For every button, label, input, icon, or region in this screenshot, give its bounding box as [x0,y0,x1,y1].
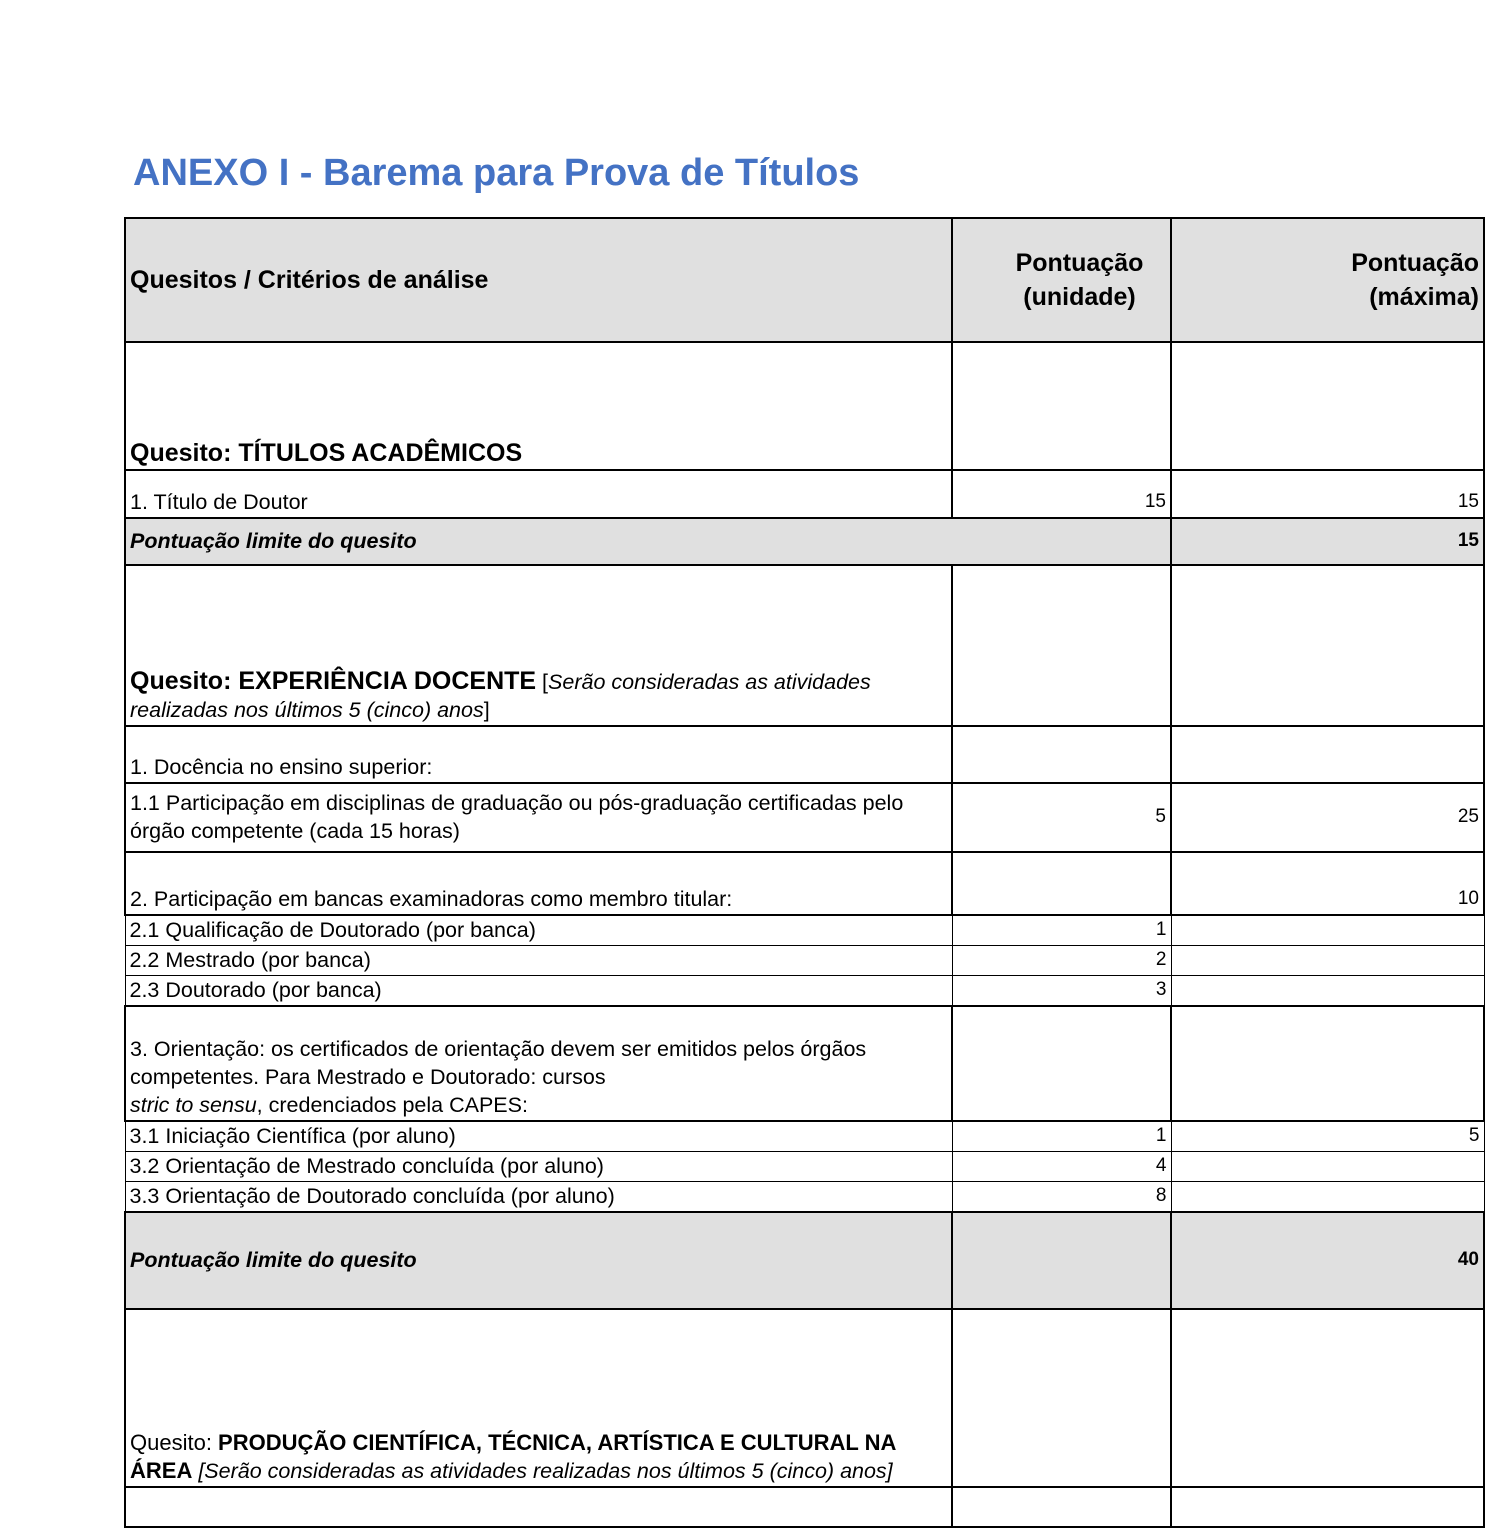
section-name: EXPERIÊNCIA DOCENTE [238,667,537,695]
section-title [125,342,952,470]
limit-max: 40 [1171,1212,1484,1309]
barema-table [124,217,1485,1528]
row-unit: 1 [952,1121,1171,1152]
table-row [125,976,1484,1007]
table-row [125,783,1484,852]
row-text: , credenciados pela CAPES: [256,1093,528,1117]
limit-label: Pontuação limite do quesito [125,518,1171,565]
section-note: [Serão consideradas as atividades realizadas nos últimos 5 (cinco) anos] [192,1459,893,1483]
table-row [125,915,1484,946]
row-label: 2.1 Qualificação de Doutorado (por banca) [125,915,952,946]
row-max: 15 [1171,470,1484,518]
row-label: 3.3 Orientação de Doutorado concluída (por aluno) [125,1182,952,1213]
row-unit: 1 [952,915,1171,946]
page-title: ANEXO I - Barema para Prova de Títulos [133,152,860,194]
section-row [125,565,1484,726]
row-label [125,1006,952,1121]
row-label: 1.1 Participação em disciplinas de graduação ou pós-graduação certificadas pelo órgão competente (cada 15 horas) [125,783,952,852]
note-bracket: ] [483,698,490,722]
table-header [125,218,1484,342]
row-label: 3.2 Orientação de Mestrado concluída (por aluno) [125,1152,952,1182]
limit-row [125,518,1484,565]
section-prefix: Quesito: [130,439,239,467]
row-label: 3.1 Iniciação Científica (por aluno) [125,1121,952,1152]
table-row [125,852,1484,915]
row-max: 25 [1171,783,1484,852]
table-row [125,1152,1484,1182]
section-title [125,1309,952,1487]
section-note: Serão consideradas as atividades realizadas nos últimos 5 (cinco) anos [130,670,871,722]
row-label: 1. Docência no ensino superior: [125,726,952,783]
row-label: 2.3 Doutorado (por banca) [125,976,952,1007]
row-label: 1. Título de Doutor [125,470,952,518]
section-name: TÍTULOS ACADÊMICOS [238,439,523,467]
header-max: Pontuação (máxima) [1171,218,1484,342]
section-row [125,1309,1484,1487]
row-max: 5 [1171,1121,1484,1152]
row-label: 2.2 Mestrado (por banca) [125,946,952,976]
table-row [125,1487,1484,1527]
limit-max: 15 [1171,518,1484,565]
limit-label: Pontuação limite do quesito [125,1212,952,1309]
row-max: 10 [1171,852,1484,915]
header-unit: Pontuação (unidade) [952,218,1171,342]
limit-row [125,1212,1484,1309]
section-row [125,342,1484,470]
table-row [125,726,1484,783]
row-text: 3. Orientação: os certificados de orientação devem ser emitidos pelos órgãos competentes. Para Mestrado e Doutorado: cursos [130,1037,867,1089]
section-prefix: Quesito: [130,667,239,695]
row-unit: 15 [952,470,1171,518]
table-row [125,1006,1484,1121]
section-prefix: Quesito: [130,1430,219,1455]
table-row [125,1182,1484,1213]
row-unit: 3 [952,976,1171,1007]
table-row [125,946,1484,976]
row-italic: stric to sensu [130,1093,257,1117]
row-unit: 4 [952,1152,1171,1182]
row-unit: 2 [952,946,1171,976]
row-unit: 5 [952,783,1171,852]
row-unit: 8 [952,1182,1171,1213]
row-label: 2. Participação em bancas examinadoras como membro titular: [125,852,952,915]
section-name: PRODUÇÃO CIENTÍFICA, TÉCNICA, ARTÍSTICA E CULTURAL NA ÁREA [130,1430,896,1483]
table-row [125,470,1484,518]
header-criteria: Quesitos / Critérios de análise [125,218,952,342]
table-row [125,1121,1484,1152]
note-bracket: [ [536,670,549,694]
section-title [125,565,952,726]
